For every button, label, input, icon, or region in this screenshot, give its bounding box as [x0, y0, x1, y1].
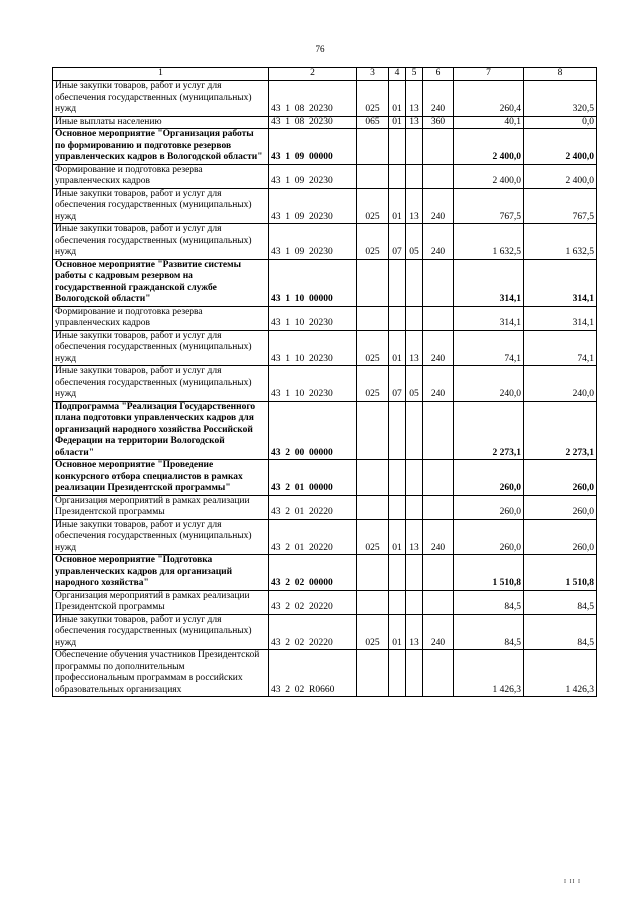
header-cell: 1: [53, 68, 269, 81]
table-row: [53, 614, 597, 650]
row-code-cell: 43 2 01 20220: [269, 519, 357, 555]
table-row: [53, 590, 597, 614]
row-value8-cell: 767,5: [524, 188, 597, 224]
table-row: [53, 188, 597, 224]
row-col6-cell: [423, 129, 454, 165]
row-value7-cell: 767,5: [454, 188, 524, 224]
row-col3-cell: 025: [357, 366, 389, 402]
row-col6-cell: 240: [423, 614, 454, 650]
header-cell: 4: [389, 68, 406, 81]
row-col6-cell: 240: [423, 224, 454, 260]
row-col4-cell: [389, 590, 406, 614]
row-col6-cell: [423, 259, 454, 306]
row-value8-cell: 260,0: [524, 519, 597, 555]
row-code-cell: 43 2 01 20220: [269, 495, 357, 519]
row-col3-cell: [357, 306, 389, 330]
row-value8-cell: 314,1: [524, 259, 597, 306]
row-col4-cell: [389, 650, 406, 697]
row-col3-cell: 025: [357, 188, 389, 224]
row-code-cell: 43 1 09 20230: [269, 224, 357, 260]
row-value8-cell: 320,5: [524, 81, 597, 117]
row-code-cell: 43 2 01 00000: [269, 460, 357, 496]
header-cell: 6: [423, 68, 454, 81]
row-col3-cell: 025: [357, 224, 389, 260]
row-name-cell: Иные закупки товаров, работ и услуг для обеспечения государственных (муниципальных) нужд: [53, 224, 269, 260]
row-name-cell: Основное мероприятие "Подготовка управленческих кадров для организаций народного хозяйства": [53, 555, 269, 591]
row-value7-cell: 260,0: [454, 460, 524, 496]
table-row: [53, 129, 597, 165]
row-code-cell: 43 1 10 20230: [269, 366, 357, 402]
footer-mark: I II I: [564, 879, 581, 885]
row-col5-cell: [406, 129, 423, 165]
row-col3-cell: 025: [357, 81, 389, 117]
row-col6-cell: 240: [423, 188, 454, 224]
row-col5-cell: [406, 460, 423, 496]
row-col4-cell: 01: [389, 116, 406, 129]
row-col4-cell: [389, 164, 406, 188]
row-name-cell: Основное мероприятие "Проведение конкурсного отбора специалистов в рамках реализации Президентской программы": [53, 460, 269, 496]
row-name-cell: Организация мероприятий в рамках реализации Президентской программы: [53, 495, 269, 519]
row-col6-cell: [423, 460, 454, 496]
table-row: [53, 555, 597, 591]
row-value7-cell: 240,0: [454, 366, 524, 402]
row-col3-cell: 025: [357, 330, 389, 366]
row-col6-cell: [423, 306, 454, 330]
table-row: [53, 366, 597, 402]
row-col5-cell: 13: [406, 188, 423, 224]
row-name-cell: Организация мероприятий в рамках реализации Президентской программы: [53, 590, 269, 614]
row-col5-cell: [406, 164, 423, 188]
row-value7-cell: 2 400,0: [454, 129, 524, 165]
row-code-cell: 43 2 02 R0660: [269, 650, 357, 697]
row-col5-cell: 13: [406, 614, 423, 650]
row-code-cell: 43 1 10 20230: [269, 330, 357, 366]
row-col4-cell: 01: [389, 330, 406, 366]
row-code-cell: 43 2 02 20220: [269, 590, 357, 614]
row-col5-cell: [406, 495, 423, 519]
header-row: [53, 68, 597, 81]
row-code-cell: 43 1 08 20230: [269, 81, 357, 117]
row-value8-cell: 260,0: [524, 495, 597, 519]
row-name-cell: Иные закупки товаров, работ и услуг для обеспечения государственных (муниципальных) нужд: [53, 366, 269, 402]
table-row: [53, 224, 597, 260]
row-col5-cell: 13: [406, 330, 423, 366]
row-value7-cell: 74,1: [454, 330, 524, 366]
row-col3-cell: [357, 590, 389, 614]
row-col4-cell: [389, 401, 406, 460]
row-code-cell: 43 2 00 00000: [269, 401, 357, 460]
row-code-cell: 43 1 10 20230: [269, 306, 357, 330]
row-col6-cell: [423, 650, 454, 697]
row-code-cell: 43 1 09 00000: [269, 129, 357, 165]
row-value8-cell: 1 510,8: [524, 555, 597, 591]
header-cell: 5: [406, 68, 423, 81]
row-code-cell: 43 2 02 20220: [269, 614, 357, 650]
row-col5-cell: [406, 555, 423, 591]
row-col6-cell: 240: [423, 330, 454, 366]
budget-table: [52, 67, 597, 697]
row-col5-cell: 05: [406, 224, 423, 260]
row-value8-cell: 84,5: [524, 614, 597, 650]
row-col6-cell: [423, 590, 454, 614]
row-col3-cell: [357, 650, 389, 697]
row-col4-cell: 01: [389, 519, 406, 555]
header-cell: 3: [357, 68, 389, 81]
row-value8-cell: 1 426,3: [524, 650, 597, 697]
row-col4-cell: [389, 306, 406, 330]
row-name-cell: Подпрограмма "Реализация Государственного плана подготовки управленческих кадров для организаций народного хозяйства Российской Федерации на территории Вологодской области": [53, 401, 269, 460]
row-col5-cell: [406, 259, 423, 306]
row-value7-cell: 40,1: [454, 116, 524, 129]
row-col3-cell: [357, 259, 389, 306]
row-col4-cell: [389, 129, 406, 165]
row-name-cell: Иные закупки товаров, работ и услуг для обеспечения государственных (муниципальных) нужд: [53, 614, 269, 650]
row-name-cell: Иные закупки товаров, работ и услуг для обеспечения государственных (муниципальных) нужд: [53, 330, 269, 366]
header-cell: 8: [524, 68, 597, 81]
table-row: [53, 460, 597, 496]
row-name-cell: Иные выплаты населению: [53, 116, 269, 129]
page-number: 76: [315, 44, 325, 54]
table-row: [53, 495, 597, 519]
row-col6-cell: [423, 495, 454, 519]
row-col3-cell: 065: [357, 116, 389, 129]
row-col3-cell: [357, 555, 389, 591]
row-name-cell: Иные закупки товаров, работ и услуг для обеспечения государственных (муниципальных) нужд: [53, 519, 269, 555]
row-value7-cell: 84,5: [454, 590, 524, 614]
row-col4-cell: 07: [389, 224, 406, 260]
table-row: [53, 116, 597, 129]
row-value7-cell: 260,4: [454, 81, 524, 117]
row-value8-cell: 260,0: [524, 460, 597, 496]
row-col3-cell: 025: [357, 519, 389, 555]
row-col5-cell: [406, 306, 423, 330]
row-value8-cell: 0,0: [524, 116, 597, 129]
row-code-cell: 43 1 08 20230: [269, 116, 357, 129]
row-col4-cell: [389, 259, 406, 306]
row-value8-cell: 2 400,0: [524, 164, 597, 188]
row-col6-cell: [423, 401, 454, 460]
row-col6-cell: 240: [423, 366, 454, 402]
row-name-cell: Основное мероприятие "Организация работы по формированию и подготовке резервов управленческих кадров в Вологодской области": [53, 129, 269, 165]
row-value7-cell: 1 426,3: [454, 650, 524, 697]
row-col5-cell: 13: [406, 519, 423, 555]
row-col4-cell: 01: [389, 188, 406, 224]
row-code-cell: 43 1 10 00000: [269, 259, 357, 306]
row-col3-cell: [357, 164, 389, 188]
row-value7-cell: 314,1: [454, 306, 524, 330]
row-col4-cell: [389, 495, 406, 519]
row-col5-cell: [406, 401, 423, 460]
row-col6-cell: [423, 555, 454, 591]
table-row: [53, 650, 597, 697]
row-value7-cell: 260,0: [454, 519, 524, 555]
row-col6-cell: 360: [423, 116, 454, 129]
row-value8-cell: 74,1: [524, 330, 597, 366]
table-row: [53, 306, 597, 330]
row-col3-cell: [357, 460, 389, 496]
row-col5-cell: [406, 590, 423, 614]
row-col4-cell: [389, 555, 406, 591]
row-value8-cell: 2 273,1: [524, 401, 597, 460]
row-col6-cell: [423, 164, 454, 188]
row-name-cell: Иные закупки товаров, работ и услуг для обеспечения государственных (муниципальных) нужд: [53, 81, 269, 117]
row-name-cell: Формирование и подготовка резерва управленческих кадров: [53, 306, 269, 330]
row-value8-cell: 240,0: [524, 366, 597, 402]
row-name-cell: Формирование и подготовка резерва управленческих кадров: [53, 164, 269, 188]
table-row: [53, 401, 597, 460]
row-col6-cell: 240: [423, 81, 454, 117]
table-row: [53, 259, 597, 306]
row-value7-cell: 84,5: [454, 614, 524, 650]
row-value7-cell: 314,1: [454, 259, 524, 306]
row-col5-cell: 13: [406, 116, 423, 129]
table-row: [53, 81, 597, 117]
row-col5-cell: 05: [406, 366, 423, 402]
row-value7-cell: 2 273,1: [454, 401, 524, 460]
row-value7-cell: 1 510,8: [454, 555, 524, 591]
header-cell: 2: [269, 68, 357, 81]
row-col3-cell: [357, 401, 389, 460]
row-col4-cell: [389, 460, 406, 496]
table-body: [53, 81, 597, 697]
row-value8-cell: 2 400,0: [524, 129, 597, 165]
row-col3-cell: 025: [357, 614, 389, 650]
row-col3-cell: [357, 129, 389, 165]
row-value7-cell: 2 400,0: [454, 164, 524, 188]
row-value8-cell: 314,1: [524, 306, 597, 330]
header-cell: 7: [454, 68, 524, 81]
row-col5-cell: [406, 650, 423, 697]
row-value7-cell: 260,0: [454, 495, 524, 519]
row-col4-cell: 07: [389, 366, 406, 402]
row-code-cell: 43 2 02 00000: [269, 555, 357, 591]
row-name-cell: Иные закупки товаров, работ и услуг для обеспечения государственных (муниципальных) нужд: [53, 188, 269, 224]
row-value8-cell: 84,5: [524, 590, 597, 614]
row-value7-cell: 1 632,5: [454, 224, 524, 260]
row-name-cell: Основное мероприятие "Развитие системы работы с кадровым резервом на государственной гражданской службе Вологодской области": [53, 259, 269, 306]
row-col6-cell: 240: [423, 519, 454, 555]
row-col5-cell: 13: [406, 81, 423, 117]
row-code-cell: 43 1 09 20230: [269, 164, 357, 188]
table-row: [53, 164, 597, 188]
table-row: [53, 330, 597, 366]
row-code-cell: 43 1 09 20230: [269, 188, 357, 224]
row-col4-cell: 01: [389, 81, 406, 117]
table-row: [53, 519, 597, 555]
row-col3-cell: [357, 495, 389, 519]
row-value8-cell: 1 632,5: [524, 224, 597, 260]
row-col4-cell: 01: [389, 614, 406, 650]
row-name-cell: Обеспечение обучения участников Президентской программы по дополнительным профессиональным программам в российских образовательных организациях: [53, 650, 269, 697]
